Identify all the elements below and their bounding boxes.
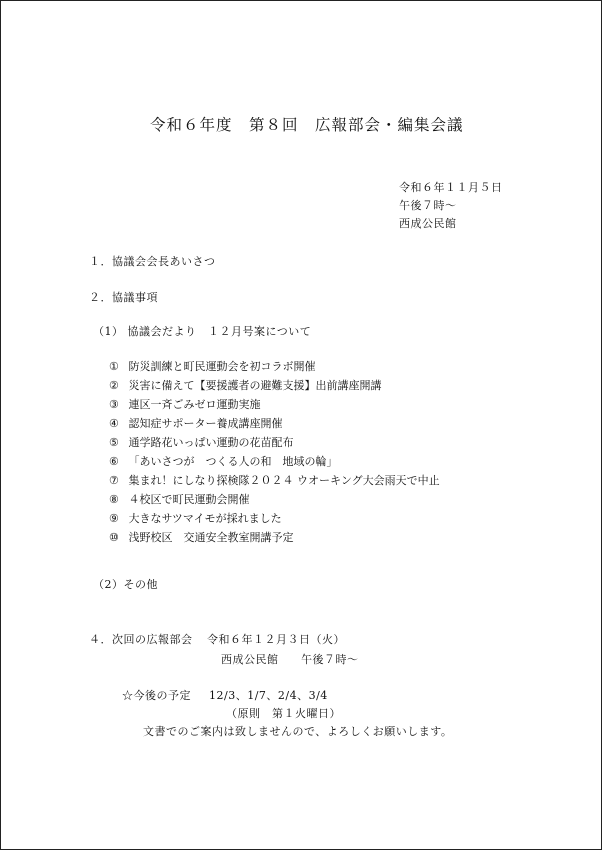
- list-item: [109, 415, 283, 431]
- list-item: [109, 434, 294, 450]
- next-meeting-date: 令和６年１２月３日（火）: [207, 633, 345, 646]
- document-title: 令和６年度 第８回 広報部会・編集会議: [150, 116, 464, 134]
- item-number: ④: [109, 417, 119, 430]
- section-agenda: ２．協議事項: [89, 291, 158, 304]
- item-text: ４校区で町民運動会開催: [128, 493, 250, 506]
- item-number: ⑤: [109, 436, 119, 449]
- item-number: ②: [109, 379, 119, 392]
- list-item: [109, 529, 294, 545]
- list-item: [109, 491, 250, 507]
- subsection-newsletter: （1） 協議会だより １２月号案について: [93, 325, 312, 338]
- item-number: ⑦: [109, 474, 119, 487]
- schedule-label: ☆今後の予定: [122, 689, 191, 702]
- next-meeting-place: 西成公民館: [221, 653, 279, 666]
- item-number: ⑧: [109, 493, 119, 506]
- item-text: 浅野校区 交通安全教室開講予定: [128, 531, 294, 544]
- list-item: [109, 358, 316, 374]
- schedule-rule: （原則 第１火曜日）: [226, 707, 341, 720]
- item-number: ⑩: [109, 531, 119, 544]
- subsection-other: （2）その他: [93, 578, 158, 591]
- section-greeting: １．協議会会長あいさつ: [89, 255, 216, 268]
- item-text: 認知症サポーター養成講座開催: [128, 417, 283, 430]
- item-number: ⑨: [109, 512, 119, 525]
- next-meeting-time: 午後７時～: [301, 653, 359, 666]
- item-number: ⑥: [109, 455, 119, 468]
- item-text: 災害に備えて【要援護者の避難支援】出前講座開講: [128, 379, 382, 392]
- meeting-place: 西成公民館: [399, 217, 457, 230]
- list-item: [109, 396, 261, 412]
- list-item: [109, 472, 440, 488]
- item-number: ①: [109, 360, 119, 373]
- list-item: [109, 377, 382, 393]
- meeting-date: 令和６年１１月５日: [399, 181, 503, 194]
- list-item: [109, 510, 282, 526]
- item-text: 防災訓練と町民運動会を初コラボ開催: [128, 360, 316, 373]
- schedule-dates: 12/3、1/7、2/4、3/4: [209, 689, 328, 702]
- item-text: 大きなサツマイモが採れました: [128, 512, 282, 525]
- meeting-time: 午後７時～: [399, 199, 457, 212]
- item-text: 「あいさつが つくる人の和 地域の輪」: [128, 455, 338, 468]
- notice-text: 文書でのご案内は致しませんので、よろしくお願いします。: [143, 725, 453, 738]
- item-number: ③: [109, 398, 119, 411]
- item-text: 集まれ！にしなり探検隊２０２４ ウオーキング大会雨天で中止: [128, 474, 440, 487]
- next-meeting-label: ４．次回の広報部会: [89, 633, 193, 646]
- item-text: 連区一斉ごみゼロ運動実施: [128, 398, 261, 411]
- list-item: [109, 453, 338, 469]
- item-text: 通学路花いっぱい運動の花苗配布: [128, 436, 294, 449]
